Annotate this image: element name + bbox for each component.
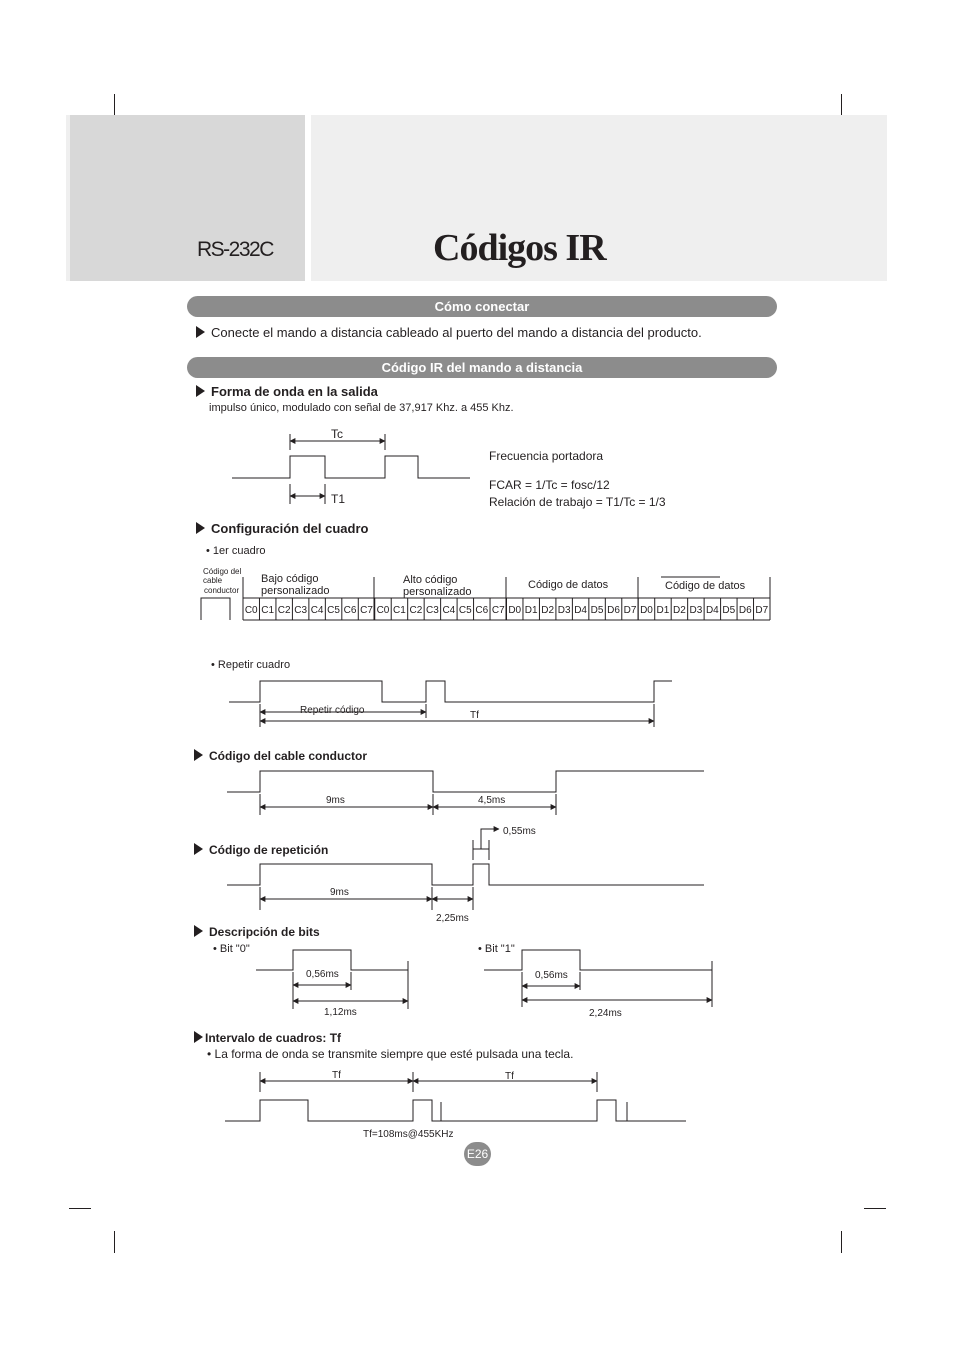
bits-heading: Descripción de bits (209, 925, 320, 939)
repeat-frame-label: • Repetir cuadro (211, 659, 291, 671)
bit-cell-label: C0 (244, 605, 258, 616)
repeat-9ms-label: 9ms (330, 887, 349, 898)
bit-cell-label: D2 (673, 605, 686, 616)
bit-cell-label: D5 (590, 605, 604, 616)
carrier-label: Frecuencia portadora (489, 449, 604, 463)
leader-9ms-label: 9ms (326, 795, 345, 806)
bit-cell-label: C2 (277, 605, 291, 616)
bit-cell-label: D7 (755, 605, 769, 616)
tc-label: Tc (331, 427, 343, 441)
bit-cell-label: D0 (640, 605, 653, 616)
t1-label: T1 (331, 492, 346, 506)
bit-cell-label: D2 (541, 605, 555, 616)
group-label: Alto código (403, 574, 458, 586)
repeatcode-heading: Código de repetición (209, 843, 329, 857)
connect-bar: Cómo conectar (187, 296, 777, 317)
bit1-waveform (484, 950, 712, 970)
interval-tf2-label: Tf (505, 1071, 514, 1082)
bit0-high-label: 0,56ms (306, 969, 339, 980)
bit0-label: • Bit "0" (213, 943, 250, 955)
bit-cell-label: D4 (574, 605, 588, 616)
carrier-waveform (232, 456, 470, 478)
bit-cell-label: C3 (294, 605, 308, 616)
t055-pointer (481, 829, 499, 849)
tf-label: Tf (470, 710, 479, 721)
repeatcode-waveform (227, 864, 704, 885)
bit-cell-label: D3 (557, 605, 571, 616)
bit1-label: • Bit "1" (478, 943, 515, 955)
bit-cell-label: C4 (310, 605, 324, 616)
group-label: Código de datos (665, 580, 746, 592)
fcar-label: FCAR = 1/Tc = fosc/12 (489, 478, 610, 492)
bit-cell-label: C1 (261, 605, 275, 616)
group-label: Bajo código (261, 573, 319, 585)
bit-cell-label: D5 (722, 605, 736, 616)
bit-cell-label: C5 (327, 605, 340, 616)
bit-cell-label: D1 (656, 605, 670, 616)
bit-cell-label: D0 (508, 605, 522, 616)
bit-cell-label: C4 (442, 605, 456, 616)
waveform-heading: Forma de onda en la salida (211, 384, 378, 399)
group-label: Código de datos (528, 579, 609, 591)
interval-desc: • La forma de onda se transmite siempre que esté pulsada una tecla. (207, 1047, 574, 1061)
leader-waveform (227, 771, 704, 792)
group-label: personalizado (261, 585, 330, 597)
bit-cell-label: C6 (475, 605, 489, 616)
bit-cell-label: D1 (524, 605, 538, 616)
repeat-frame-waveform (229, 681, 672, 702)
interval-tf1-label: Tf (332, 1070, 341, 1081)
section-tag: RS-232C (197, 238, 273, 261)
interval-heading: Intervalo de cuadros: Tf (205, 1031, 342, 1045)
bit-cell-label: C1 (393, 605, 406, 616)
repeat-code-label: Repetir código (300, 705, 365, 716)
page-title: Códigos IR (433, 227, 606, 269)
bit-cell-label: C0 (376, 605, 390, 616)
bit1-high-label: 0,56ms (535, 970, 568, 981)
leader-45ms-label: 4,5ms (478, 795, 506, 806)
bit-cell-label: D7 (623, 605, 637, 616)
leader-heading: Código del cable conductor (209, 749, 368, 763)
bit-cell-label: C2 (409, 605, 423, 616)
leader-label-line3: conductor (204, 586, 240, 595)
bit-cell-label: D3 (689, 605, 703, 616)
bit-cell-label: C3 (425, 605, 439, 616)
interval-note: Tf=108ms@455KHz (363, 1129, 454, 1140)
t055-label: 0,55ms (503, 826, 536, 837)
leader-label-line1: Código del (203, 567, 242, 576)
ir-bar: Código IR del mando a distancia (187, 357, 777, 378)
bit-cell-label: C5 (458, 605, 472, 616)
frame-heading: Configuración del cuadro (211, 521, 369, 536)
connect-text: Conecte el mando a distancia cableado al puerto del mando a distancia del producto. (211, 325, 702, 340)
waveform-desc: impulso único, modulado con señal de 37,917 Khz. a 455 Khz. (209, 402, 514, 414)
repeat-225ms-label: 2,25ms (436, 913, 469, 924)
bit-cell-label: D6 (738, 605, 752, 616)
group-label: personalizado (403, 586, 472, 598)
bit1-total-label: 2,24ms (589, 1008, 622, 1019)
first-frame-label: • 1er cuadro (206, 545, 266, 557)
leader-pulse (201, 598, 230, 620)
bit-cell-label: C7 (360, 605, 373, 616)
bit-cell-label: D6 (607, 605, 620, 616)
bit0-total-label: 1,12ms (324, 1007, 357, 1018)
bit-cell-label: C7 (491, 605, 505, 616)
bit-cell-label: C6 (343, 605, 357, 616)
bit0-waveform (256, 950, 408, 970)
page-number: E26 (464, 1142, 491, 1166)
duty-label: Relación de trabajo = T1/Tc = 1/3 (489, 495, 666, 509)
leader-label-line2: cable (203, 576, 223, 585)
bit-cell-label: D4 (705, 605, 719, 616)
interval-waveform (225, 1100, 686, 1121)
